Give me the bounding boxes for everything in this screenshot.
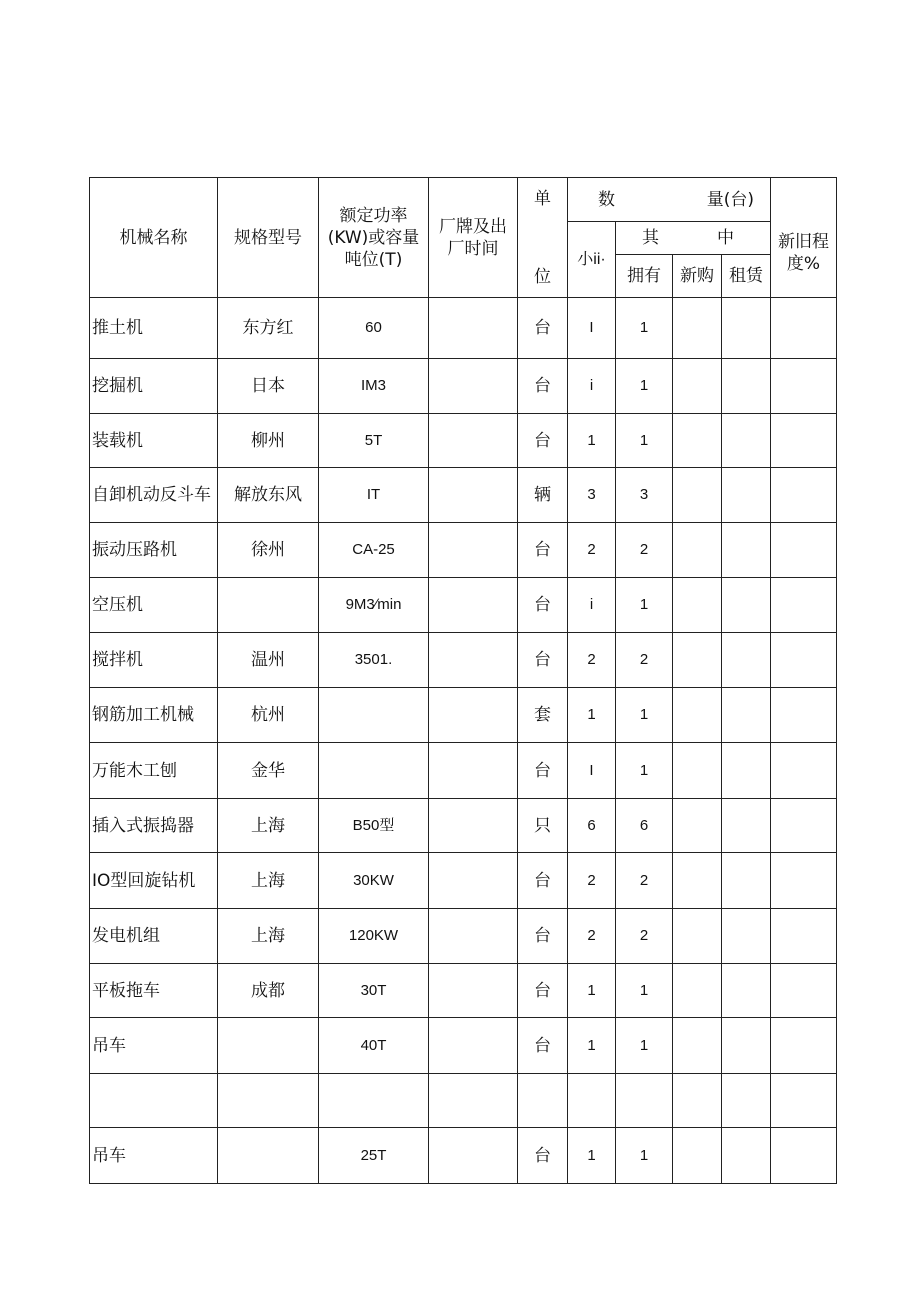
power-capacity-cell [319,743,429,799]
power-capacity-cell: IT [319,468,429,523]
quantity-total-cell: i [568,359,616,414]
quantity-owned-cell: 2 [616,909,673,964]
header-condition: 新旧程度% [771,178,837,298]
unit-cell: 台 [518,743,568,799]
unit-cell: 台 [518,1128,568,1184]
maker-year-cell [429,688,518,743]
quantity-total-cell: 1 [568,1128,616,1184]
quantity-owned-cell: 1 [616,964,673,1018]
quantity-total-cell: I [568,743,616,799]
machine-name-cell: 插入式振捣器 [90,799,218,853]
quantity-owned-cell: 1 [616,1128,673,1184]
header-unit-top: 单 [534,188,551,209]
unit-cell: 台 [518,853,568,909]
quantity-owned-cell: 1 [616,688,673,743]
table-row [90,1018,837,1074]
quantity-rent-cell [722,743,771,799]
power-capacity-cell: 25T [319,1128,429,1184]
quantity-new-cell [673,1128,722,1184]
header-qty-left: 数 [598,189,615,210]
maker-year-cell [429,359,518,414]
header-name: 机械名称 [90,178,218,298]
header-total: 小ii· [568,222,616,298]
quantity-total-cell: 3 [568,468,616,523]
power-capacity-cell: 3501. [319,633,429,688]
unit-cell: 台 [518,578,568,633]
machine-name-cell: 搅拌机 [90,633,218,688]
header-power: 额定功率(KW)或容量吨位(T) [319,178,429,298]
condition-cell [771,298,837,359]
quantity-rent-cell [722,799,771,853]
quantity-new-cell [673,909,722,964]
quantity-owned-cell: 1 [616,298,673,359]
table-row [90,853,837,909]
quantity-total-cell: 1 [568,1018,616,1074]
maker-year-cell [429,743,518,799]
condition-cell [771,523,837,578]
maker-year-cell [429,909,518,964]
power-capacity-cell: CA-25 [319,523,429,578]
machine-model-cell: 上海 [218,909,319,964]
table-row [90,359,837,414]
condition-cell [771,578,837,633]
maker-year-cell [429,1018,518,1074]
condition-cell [771,799,837,853]
quantity-owned-cell [616,1074,673,1128]
header-among [616,222,771,255]
quantity-rent-cell [722,298,771,359]
condition-cell [771,414,837,468]
power-capacity-cell [319,688,429,743]
header-unit-bottom: 位 [534,266,551,287]
unit-cell: 台 [518,359,568,414]
machine-name-cell: IO型回旋钻机 [90,853,218,909]
maker-year-cell [429,298,518,359]
quantity-new-cell [673,743,722,799]
quantity-total-cell: 6 [568,799,616,853]
machine-model-cell [218,1018,319,1074]
table-row [90,414,837,468]
machine-name-cell: 平板拖车 [90,964,218,1018]
quantity-new-cell [673,578,722,633]
quantity-total-cell: 2 [568,523,616,578]
quantity-owned-cell: 6 [616,799,673,853]
condition-cell [771,633,837,688]
quantity-rent-cell [722,633,771,688]
unit-cell: 只 [518,799,568,853]
unit-cell [518,1074,568,1128]
unit-cell: 辆 [518,468,568,523]
table-row [90,523,837,578]
table-row [90,578,837,633]
quantity-rent-cell [722,1128,771,1184]
machine-model-cell: 金华 [218,743,319,799]
quantity-total-cell: 2 [568,909,616,964]
power-capacity-cell: 30T [319,964,429,1018]
quantity-owned-cell: 3 [616,468,673,523]
header-owned: 拥有 [616,255,673,298]
machine-model-cell [218,578,319,633]
machine-model-cell: 日本 [218,359,319,414]
quantity-owned-cell: 1 [616,414,673,468]
quantity-total-cell: i [568,578,616,633]
quantity-new-cell [673,799,722,853]
power-capacity-cell: IM3 [319,359,429,414]
unit-cell: 台 [518,964,568,1018]
quantity-new-cell [673,1074,722,1128]
maker-year-cell [429,468,518,523]
quantity-total-cell: 1 [568,964,616,1018]
machine-name-cell: 吊车 [90,1018,218,1074]
maker-year-cell [429,799,518,853]
table-row [90,743,837,799]
condition-cell [771,1074,837,1128]
quantity-owned-cell: 1 [616,743,673,799]
table-row [90,298,837,359]
quantity-new-cell [673,688,722,743]
header-among-left: 其 [642,228,659,248]
machine-model-cell: 东方红 [218,298,319,359]
condition-cell [771,743,837,799]
maker-year-cell [429,1074,518,1128]
power-capacity-cell: 30KW [319,853,429,909]
quantity-total-cell: 1 [568,414,616,468]
header-qty-right: 量(台) [706,189,754,210]
maker-year-cell [429,853,518,909]
table-row [90,1128,837,1184]
quantity-owned-cell: 2 [616,523,673,578]
quantity-new-cell [673,468,722,523]
quantity-rent-cell [722,688,771,743]
unit-cell: 台 [518,909,568,964]
maker-year-cell [429,1128,518,1184]
quantity-owned-cell: 2 [616,853,673,909]
condition-cell [771,359,837,414]
quantity-rent-cell [722,964,771,1018]
unit-cell: 台 [518,523,568,578]
machine-name-cell: 挖掘机 [90,359,218,414]
unit-cell: 台 [518,414,568,468]
quantity-rent-cell [722,853,771,909]
table-row [90,1074,837,1128]
quantity-new-cell [673,633,722,688]
quantity-owned-cell: 1 [616,1018,673,1074]
power-capacity-cell: B50型 [319,799,429,853]
machine-model-cell: 上海 [218,799,319,853]
quantity-rent-cell [722,909,771,964]
header-unit [518,178,568,298]
condition-cell [771,853,837,909]
machine-model-cell: 上海 [218,853,319,909]
quantity-rent-cell [722,578,771,633]
machine-name-cell: 吊车 [90,1128,218,1184]
machine-name-cell: 推土机 [90,298,218,359]
power-capacity-cell: 40T [319,1018,429,1074]
condition-cell [771,909,837,964]
quantity-new-cell [673,523,722,578]
machine-name-cell: 钢筋加工机械 [90,688,218,743]
quantity-rent-cell [722,523,771,578]
power-capacity-cell: 5T [319,414,429,468]
table-row [90,799,837,853]
machine-model-cell [218,1128,319,1184]
quantity-owned-cell: 1 [616,359,673,414]
machine-model-cell [218,1074,319,1128]
quantity-new-cell [673,414,722,468]
condition-cell [771,964,837,1018]
condition-cell [771,468,837,523]
table-row [90,633,837,688]
machine-model-cell: 成都 [218,964,319,1018]
quantity-total-cell: 2 [568,633,616,688]
machine-name-cell [90,1074,218,1128]
table-row [90,688,837,743]
quantity-new-cell [673,1018,722,1074]
quantity-total-cell [568,1074,616,1128]
machine-name-cell: 发电机组 [90,909,218,964]
unit-cell: 台 [518,298,568,359]
machine-name-cell: 装载机 [90,414,218,468]
unit-cell: 台 [518,633,568,688]
table-row [90,909,837,964]
quantity-owned-cell: 1 [616,578,673,633]
quantity-total-cell: I [568,298,616,359]
machine-name-cell: 振动压路机 [90,523,218,578]
quantity-new-cell [673,964,722,1018]
maker-year-cell [429,633,518,688]
unit-cell: 台 [518,1018,568,1074]
condition-cell [771,1018,837,1074]
table-row [90,468,837,523]
power-capacity-cell: 120KW [319,909,429,964]
machine-model-cell: 温州 [218,633,319,688]
power-capacity-cell: 9M3∕min [319,578,429,633]
machine-model-cell: 解放东风 [218,468,319,523]
condition-cell [771,1128,837,1184]
quantity-new-cell [673,359,722,414]
table-row [90,964,837,1018]
header-new-buy: 新购 [673,255,722,298]
machine-model-cell: 杭州 [218,688,319,743]
maker-year-cell [429,964,518,1018]
quantity-total-cell: 1 [568,688,616,743]
header-quantity [568,178,771,222]
unit-cell: 套 [518,688,568,743]
power-capacity-cell [319,1074,429,1128]
machine-model-cell: 徐州 [218,523,319,578]
quantity-new-cell [673,298,722,359]
quantity-rent-cell [722,359,771,414]
machine-name-cell: 万能木工刨 [90,743,218,799]
header-among-right: 中 [717,228,734,248]
machine-name-cell: 自卸机动反斗车 [90,468,218,523]
maker-year-cell [429,414,518,468]
header-rent: 租赁 [722,255,771,298]
machine-name-cell: 空压机 [90,578,218,633]
header-maker: 厂牌及出厂时间 [429,178,518,298]
quantity-owned-cell: 2 [616,633,673,688]
power-capacity-cell: 60 [319,298,429,359]
quantity-rent-cell [722,468,771,523]
machine-model-cell: 柳州 [218,414,319,468]
header-model: 规格型号 [218,178,319,298]
quantity-rent-cell [722,1074,771,1128]
condition-cell [771,688,837,743]
quantity-total-cell: 2 [568,853,616,909]
quantity-new-cell [673,853,722,909]
quantity-rent-cell [722,1018,771,1074]
maker-year-cell [429,578,518,633]
equipment-table [89,177,837,1184]
quantity-rent-cell [722,414,771,468]
maker-year-cell [429,523,518,578]
